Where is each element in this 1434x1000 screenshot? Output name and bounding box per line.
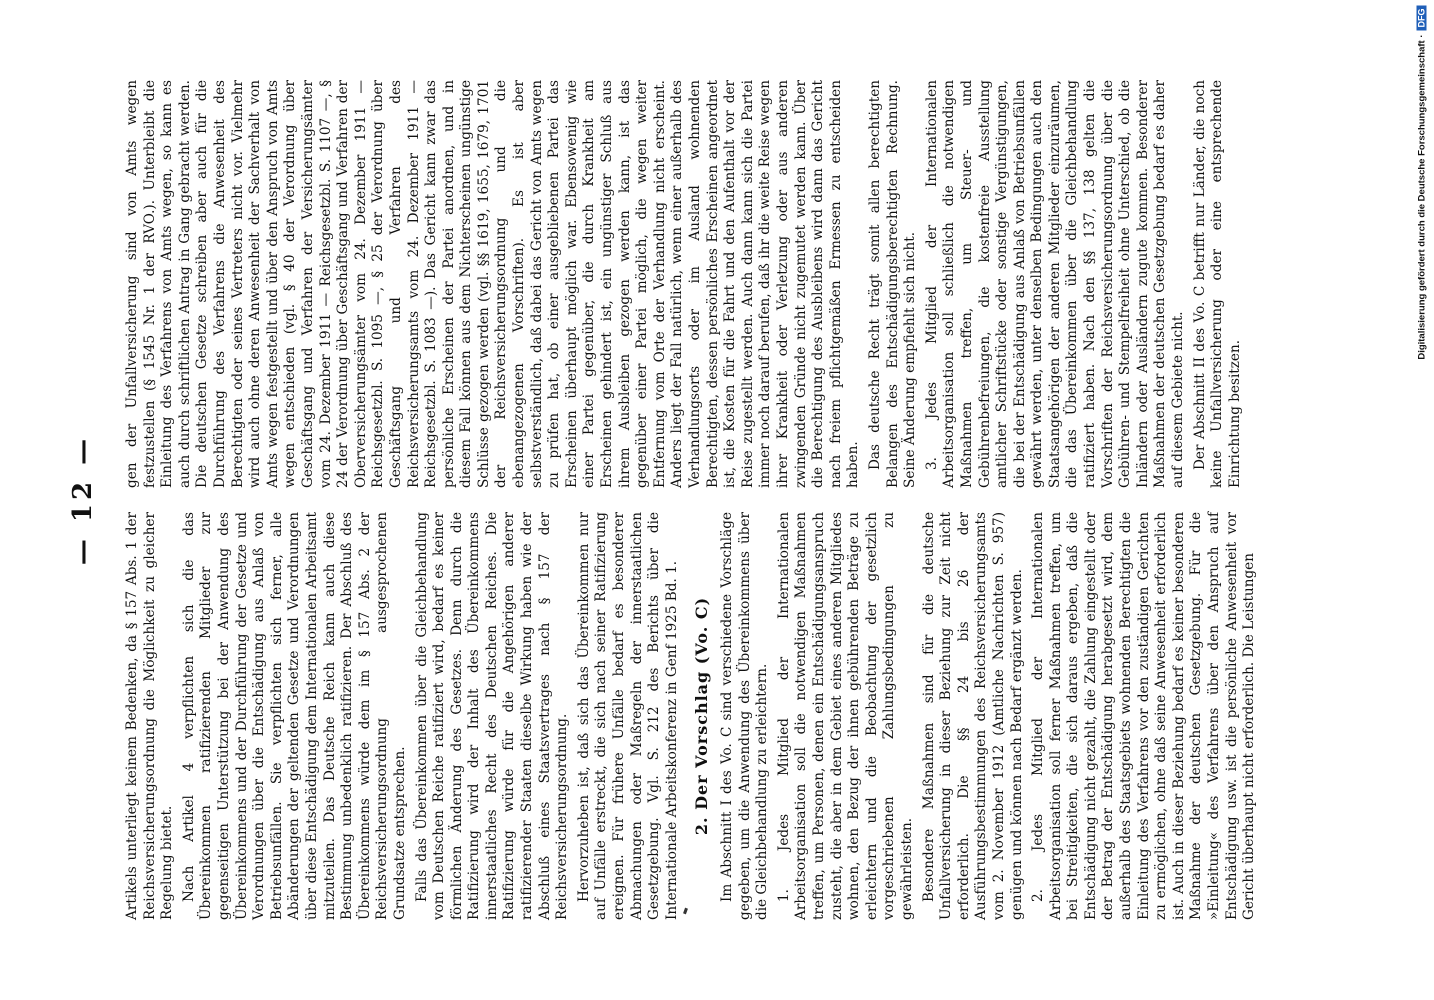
paragraph: Falls das Übereinkommen über die Gleichbehandlung vom Deutschen Reiche ratifiziert wird, bedarf es keiner förmlichen Änderung des Gesetzes. Denn durch die Ratifizierung wird der Inhalt des Übereinkommens innerstaatliches Recht des Deutschen Reiches. Die Ratifizierung würde für die Angehörigen anderer ratifizierender Staaten dieselbe Wirkung haben wie der Abschluß eines Staatsvertrages nach § 157 der Reichsversicherungsordnung.: [413, 512, 571, 920]
paragraph: Im Abschnitt I des Vo. C sind verschiedene Vorschläge gegeben, um die Anwendung des Übereinkommens über die Gleichbehandlung zu erleichtern.: [719, 512, 771, 920]
paragraph: 3. Jedes Mitglied der Internationalen Arbeitsorganisation soll schließlich die notwendigen Maßnahmen treffen, um Steuer- und Gebührenbefreiungen, die kostenfreie Ausstellung amtlicher Schriftstücke oder sonstige Vergünstigungen, die bei der Entschädigung aus Anlaß von Betriebsunfällen gewährt werden, unter denselben Bedingungen auch den Staatsangehörigen der anderen Mitglieder einzuräumen, die das Übereinkommen über die Gleichbehandlung ratifiziert haben. Nach den §§ 137, 138 gelten die Vorschriften der Reichsversicherungsordnung über die Gebühren- und Stempelfreiheit ohne Unterschied, ob die Inländern oder Ausländern zugute kommen. Besonderer Maßnahmen der deutschen Gesetzgebung bedarf es daher auf diesem Gebiete nicht.: [923, 80, 1187, 488]
section-heading: 2. Der Vorschlag (Vo. C): [692, 596, 712, 836]
digitization-note-text: [1417, 6, 1428, 986]
funding-text: Digitalisierung gefördert durch die Deutsche Forschungsgemeinschaft ·: [1416, 34, 1428, 360]
document-scan: [60, 60, 1380, 940]
paragraph: Das deutsche Recht trägt somit allen berechtigten Belangen des Entschädigungsberechtigten Rechnung. Seine Änderung empfiehlt sich nicht.: [866, 80, 919, 488]
digitization-note: [1412, 10, 1430, 990]
paragraph: gen der Unfallversicherung sind von Amts wegen festzustellen (§ 1545 Nr. 1 der RVO.). Unterbleibt die Einleitung des Verfahrens von Amts wegen, so kann es auch durch schriftlichen Antrag in Gang gebracht werden. Die deutschen Gesetze schreiben aber auch für die Durchführung des Verfahrens die Anwesenheit des Berechtigten oder seines Vertreters nicht vor. Vielmehr wird auch ohne deren Anwesenheit der Sachverhalt von Amts wegen festgestellt und über den Anspruch von Amts wegen entschieden (vgl. § 40 der Verordnung über Geschäftsgang und Verfahren der Versicherungsämter vom 24. Dezember 1911 — Reichsgesetzbl. S. 1107 —, § 24 der Verordnung über Geschäftsgang und Verfahren der Oberversicherungsämter vom 24. Dezember 1911 — Reichsgesetzbl. S. 1095 —, § 25 der Verordnung über Geschäftsgang und Verfahren des Reichsversicherungsamts vom 24. Dezember 1911 — Reichsgesetzbl. S. 1083 —). Das Gericht kann zwar das persönliche Erscheinen der Partei anordnen, und in diesem Fall können aus dem Nichterscheinen ungünstige Schlüsse gezogen werden (vgl. §§ 1619, 1655, 1679, 1701 der Reichsversicherungsordnung und die ebenangezogenen Vorschriften). Es ist aber selbstverständlich, daß dabei das Gericht von Amts wegen zu prüfen hat, ob einer ausgebliebenen Partei das Erscheinen überhaupt möglich war. Ebensowenig wie einer Partei gegenüber, die durch Krankheit am Erscheinen gehindert ist, ein ungünstiger Schluß aus ihrem Ausbleiben gezogen werden kann, ist das gegenüber einer Partei möglich, die wegen weiter Entfernung vom Orte der Verhandlung nicht erscheint. Anders liegt der Fall natürlich, wenn einer außerhalb des Verhandlungsorts oder im Ausland wohnenden Berechtigten, dessen persönliches Erscheinen angeordnet ist, die Kosten für die Fahrt und den Aufenthalt vor der Reise zugestellt werden. Auch dann kann sich die Partei immer noch darauf berufen, daß ihr die weite Reise wegen ihrer Krankheit oder Verletzung oder aus anderen zwingenden Gründe nicht zugemutet werden kann. Über die Berechtigung des Ausbleibens wird dann das Gericht nach freiem pflichtgemäßen Ermessen zu entscheiden haben.: [124, 80, 862, 488]
paragraph: Der Abschnitt II des Vo. C betrifft nur Länder, die noch keine Unfallversicherung oder eine entsprechende Einrichtung besitzen.: [1191, 80, 1243, 488]
paragraph: Hervorzuheben ist, daß sich das Übereinkommen nur auf Unfälle erstreckt, die sich nach seiner Ratifizierung ereignen. Für frühere Unfälle bedarf es besonderer Abmachungen oder Maßregeln der innerstaatlichen Gesetzgebung. Vgl. S. 212 des Berichts über die Internationale Arbeitskonferenz in Genf 1925 Bd. 1.: [575, 512, 680, 920]
paragraph: 2. Jedes Mitglied der Internationalen Arbeitsorganisation soll ferner Maßnahmen treffen, um bei Streitigkeiten, die sich daraus ergeben, daß die Entschädigung nicht gezahlt, die Zahlung eingestellt oder der Betrag der Entschädigung herabgesetzt wird, dem außerhalb des Staatsgebiets wohnenden Berechtigten die Einleitung des Verfahrens vor den zuständigen Gerichten zu ermöglichen, ohne daß seine Anwesenheit erforderlich ist. Auch in dieser Beziehung bedarf es keiner besonderen Maßnahme der deutschen Gesetzgebung. Für die »Einleitung« des Verfahrens über den Anspruch auf Entschädigung usw. ist die persönliche Anwesenheit vor Gericht überhaupt nicht erforderlich. Die Leistungen: [1030, 512, 1258, 920]
paragraph: Besondere Maßnahmen sind für die deutsche Unfallversicherung in dieser Beziehung zur Zeit nicht erforderlich. Die §§ 24 bis 26 der Ausführungsbestimmungen des Reichsversicherungsamts vom 2. November 1912 (Amtliche Nachrichten S. 957) genügen und können nach Bedarf ergänzt werden.: [920, 512, 1025, 920]
right-column: [124, 80, 1248, 488]
paragraph: Nach Artikel 4 verpflichten sich die das Übereinkommen ratifizierenden Mitglieder zur gegenseitigen Unterstützung bei der Anwendung des Übereinkommens und der Durchführung der Gesetze und Verordnungen über die Entschädigung aus Anlaß von Betriebsunfällen. Sie verpflichten sich ferner, alle Abänderungen der geltenden Gesetze und Verordnungen über diese Entschädigung dem Internationalen Arbeitsamt mitzuteilen. Das Deutsche Reich kann auch diese Bestimmung unbedenklich ratifizieren. Der Abschluß des Übereinkommens würde dem im § 157 Abs. 2 der Reichsversicherungsordnung ausgesprochenen Grundsatze entsprechen.: [180, 512, 408, 920]
paragraph: 1. Jedes Mitglied der Internationalen Arbeitsorganisation soll die notwendigen Maßnahmen treffen, um Personen, denen ein Entschädigungsanspruch zusteht, die aber in dem Gebiet eines anderen Mitgliedes wohnen, den Bezug der ihnen gebührenden Beträge zu erleichtern und die Beobachtung der gesetzlich vorgeschriebenen Zahlungsbedingungen zu gewährleisten.: [775, 512, 915, 920]
page-number: — 12 —: [68, 434, 98, 566]
dfg-logo: DFG: [1417, 6, 1427, 31]
paragraph: Artikels unterliegt keinem Bedenken, da § 157 Abs. 1 der Reichsversicherungsordnung die Möglichkeit zu gleicher Regelung bietet.: [124, 512, 176, 920]
left-column: [124, 512, 1263, 920]
rotated-page-content: [60, 60, 1380, 940]
